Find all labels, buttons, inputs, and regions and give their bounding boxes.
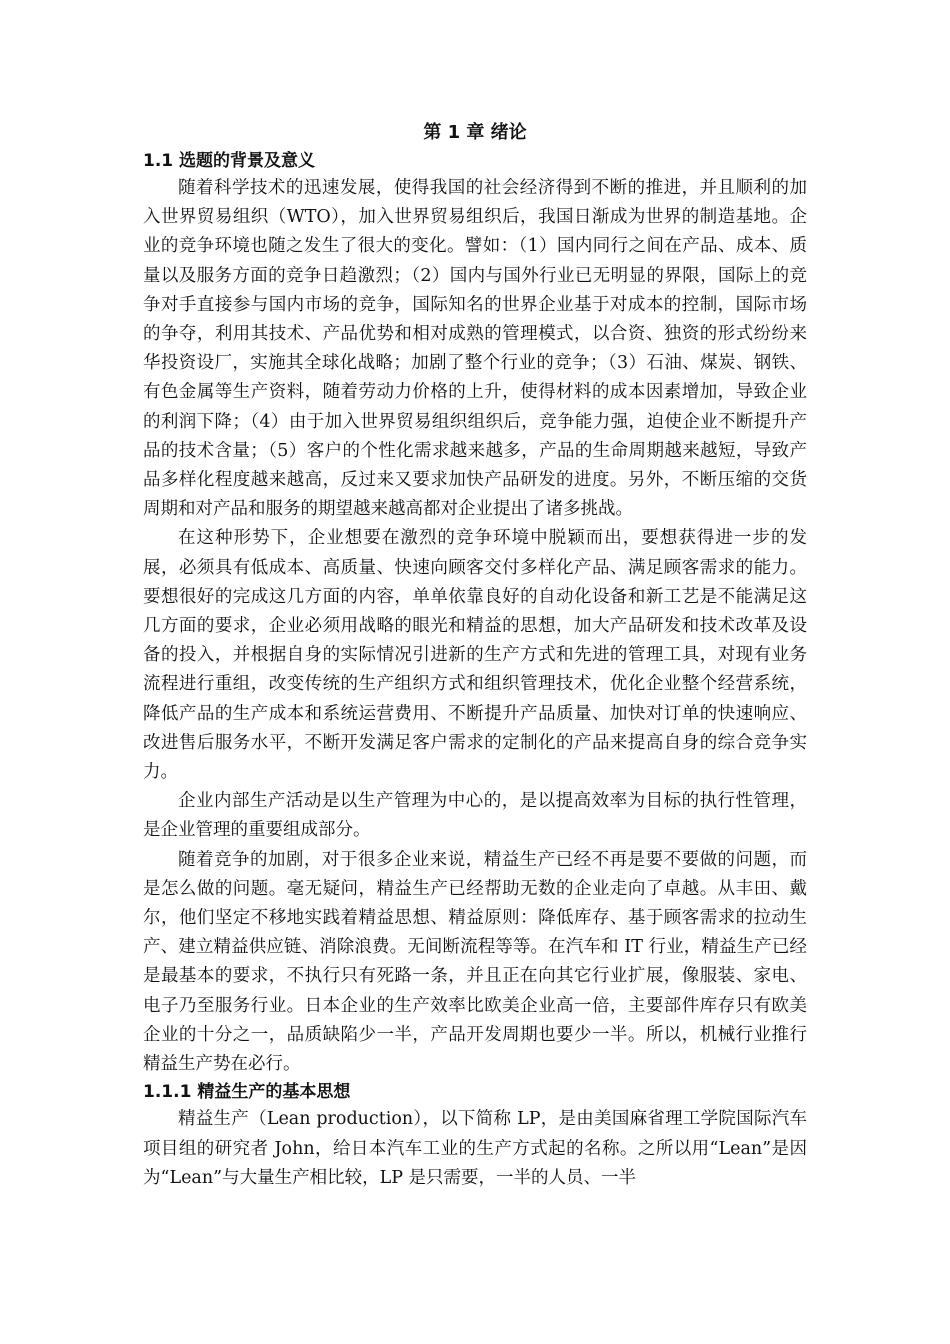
paragraph: 企业内部生产活动是以生产管理为中心的，是以提高效率为目标的执行性管理，是企业管理的重要组成部分。 xyxy=(143,791,807,841)
chapter-title: 第 1 章 绪论 xyxy=(423,122,527,143)
section-heading-1-1: 1.1 选题的背景及意义 xyxy=(143,151,316,171)
section-heading-1-1-1: 1.1.1 精益生产的基本思想 xyxy=(143,1082,351,1103)
paragraph: 在这种形势下，企业想要在激烈的竞争环境中脱颖而出，要想获得进一步的发展，必须具有低成本、高质量、快速向顾客交付多样化产品、满足顾客需求的能力。要想很好的完成这几方面的内容，单单依靠良好的自动化设备和新工艺是不能满足这几方面的要求，企业必须用战略的眼光和精益的思想，加大产品研发和技术改革及设备的投入，并根据自身的实际情况引进新的生产方式和先进的管理工具，对现有业务流程进行重组，改变传统的生产组织方式和组织管理技术，优化企业整个经营系统，降低产品的生产成本和系统运营费用、不断提升产品质量、加快对订单的快速响应、改进售后服务水平，不断开发满足客户需求的定制化的产品来提高自身的综合竞争实力。 xyxy=(143,528,807,783)
paragraph: 随着竞争的加剧，对于很多企业来说，精益生产已经不再是要不要做的问题，而是怎么做的问题。毫无疑问，精益生产已经帮助无数的企业走向了卓越。从丰田、戴尔，他们坚定不移地实践着精益思想、精益原则：降低库存、基于顾客需求的拉动生产、建立精益供应链、消除浪费。无间断流程等等。在汽车和 IT 行业，精益生产已经是最基本的要求，不执行只有死路一条，并且正在向其它行业扩展，像服装、家电、电子乃至服务行业。日本企业的生产效率比欧美企业高一倍，主要部件库存只有欧美企业的十分之一，品质缺陷少一半，产品开发周期也要少一半。所以，机械行业推行精益生产势在必行。 xyxy=(143,849,807,1075)
paragraph: 精益生产（Lean production），以下简称 LP，是由美国麻省理工学院国际汽车项目组的研究者 John，给日本汽车工业的生产方式起的名称。之所以用“Lean”是因为“Lean”与大量生产相比较，LP 是只需要，一半的人员、一半 xyxy=(143,1109,807,1188)
document-page xyxy=(143,120,807,1320)
paragraph: 随着科学技术的迅速发展，使得我国的社会经济得到不断的推进，并且顺利的加入世界贸易组织（WTO），加入世界贸易组织后，我国日渐成为世界的制造基地。企业的竞争环境也随之发生了很大的变化。譬如：（1）国内同行之间在产品、成本、质量以及服务方面的竞争日趋激烈；（2）国内与国外行业已无明显的界限，国际上的竞争对手直接参与国内市场的竞争，国际知名的世界企业基于对成本的控制，国际市场的争夺，利用其技术、产品优势和相对成熟的管理模式，以合资、独资的形式纷纷来华投资设厂，实施其全球化战略；加剧了整个行业的竞争；（3）石油、煤炭、钢铁、有色金属等生产资料，随着劳动力价格的上升，使得材料的成本因素增加，导致企业的利润下降；（4）由于加入世界贸易组织组织后，竞争能力强，迫使企业不断提升产品的技术含量；（5）客户的个性化需求越来越多，产品的生命周期越来越短，导致产品多样化程度越来越高，反过来又要求加快产品研发的进度。另外，不断压缩的交货周期和对产品和服务的期望越来越高都对企业提出了诸多挑战。 xyxy=(143,178,807,520)
